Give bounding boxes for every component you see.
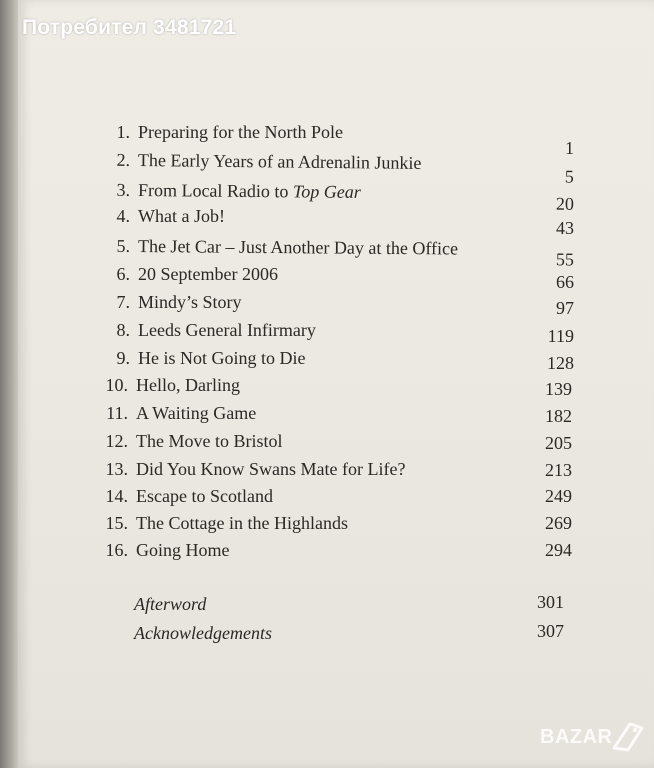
back-matter-page: 307 bbox=[537, 621, 564, 641]
chapter-number: 12. bbox=[105, 431, 128, 451]
chapter-page: 97 bbox=[556, 298, 574, 318]
chapter-number: 6. bbox=[116, 264, 130, 284]
chapter-title-text: From Local Radio to bbox=[137, 180, 294, 202]
chapter-title: A Waiting Game bbox=[136, 403, 257, 423]
chapter-title: Hello, Darling bbox=[136, 375, 240, 395]
chapter-page: 66 bbox=[556, 272, 574, 292]
back-matter-title: Afterword bbox=[134, 594, 207, 614]
chapter-page: 128 bbox=[547, 353, 574, 373]
chapter-title: Leeds General Infirmary bbox=[138, 320, 316, 340]
toc-row-afterword bbox=[0, 594, 654, 620]
chapter-title bbox=[138, 180, 361, 203]
chapter-title: Preparing for the North Pole bbox=[138, 122, 343, 142]
chapter-number: 3. bbox=[116, 179, 131, 200]
chapter-page: 55 bbox=[555, 249, 574, 270]
toc-row-4 bbox=[0, 206, 654, 238]
chapter-number: 7. bbox=[116, 292, 130, 312]
chapter-page: 139 bbox=[545, 379, 572, 399]
chapter-page: 269 bbox=[545, 513, 572, 533]
chapter-number: 1. bbox=[116, 122, 130, 142]
toc-row-7 bbox=[0, 292, 654, 318]
chapter-title: Mindy’s Story bbox=[138, 292, 242, 312]
chapter-page: 213 bbox=[545, 460, 572, 480]
chapter-number: 11. bbox=[106, 403, 128, 423]
toc-row-acknowledgements bbox=[0, 623, 654, 649]
tag-icon bbox=[608, 718, 648, 754]
toc-row-13 bbox=[0, 459, 654, 485]
chapter-title: Going Home bbox=[136, 540, 230, 560]
chapter-page: 205 bbox=[545, 433, 572, 453]
chapter-page: 294 bbox=[545, 540, 572, 560]
toc-row-16 bbox=[0, 540, 654, 566]
chapter-number: 13. bbox=[105, 459, 128, 479]
chapter-page: 5 bbox=[564, 166, 574, 187]
chapter-title: 20 September 2006 bbox=[138, 264, 278, 284]
chapter-number: 10. bbox=[105, 375, 128, 395]
toc-row-14 bbox=[0, 486, 654, 512]
chapter-number: 9. bbox=[116, 348, 130, 368]
chapter-title: The Early Years of an Adrenalin Junkie bbox=[137, 150, 422, 173]
toc-row-2 bbox=[0, 149, 654, 187]
chapter-title: Escape to Scotland bbox=[136, 486, 273, 506]
toc-row-9 bbox=[0, 348, 654, 374]
chapter-title: He is Not Going to Die bbox=[138, 348, 306, 368]
back-matter-title: Acknowledgements bbox=[134, 623, 272, 643]
chapter-page: 119 bbox=[547, 326, 574, 346]
chapter-title: The Jet Car – Just Another Day at the Office bbox=[137, 236, 459, 259]
chapter-number: 14. bbox=[105, 486, 128, 506]
toc-row-8 bbox=[0, 320, 654, 346]
chapter-page: 249 bbox=[545, 486, 572, 506]
toc-row-6 bbox=[0, 264, 654, 290]
toc-row-11 bbox=[0, 403, 654, 429]
chapter-number: 16. bbox=[105, 540, 128, 560]
chapter-number: 4. bbox=[116, 206, 130, 226]
chapter-number: 15. bbox=[105, 513, 128, 533]
chapter-number: 5. bbox=[116, 235, 131, 256]
chapter-number: 8. bbox=[116, 320, 130, 340]
chapter-title: What a Job! bbox=[138, 206, 225, 226]
chapter-title: The Move to Bristol bbox=[136, 431, 283, 451]
bazar-logo bbox=[540, 718, 650, 758]
chapter-title: Did You Know Swans Mate for Life? bbox=[136, 459, 406, 479]
seller-watermark: Потребител 3481721 bbox=[22, 16, 237, 39]
toc-row-1 bbox=[0, 122, 654, 158]
chapter-title: The Cottage in the Highlands bbox=[136, 513, 348, 533]
chapter-page: 182 bbox=[545, 406, 572, 426]
toc-row-5 bbox=[0, 235, 654, 270]
toc-row-15 bbox=[0, 513, 654, 539]
chapter-number: 2. bbox=[116, 149, 131, 170]
bazar-logo-text: BAZAR bbox=[540, 726, 613, 748]
back-matter-page: 301 bbox=[537, 592, 564, 612]
chapter-page: 43 bbox=[556, 218, 574, 238]
toc-row-10 bbox=[0, 375, 654, 401]
chapter-title-italic: Top Gear bbox=[292, 181, 361, 202]
chapter-page: 1 bbox=[565, 138, 574, 158]
chapter-page: 20 bbox=[555, 193, 574, 214]
toc-row-12 bbox=[0, 431, 654, 457]
